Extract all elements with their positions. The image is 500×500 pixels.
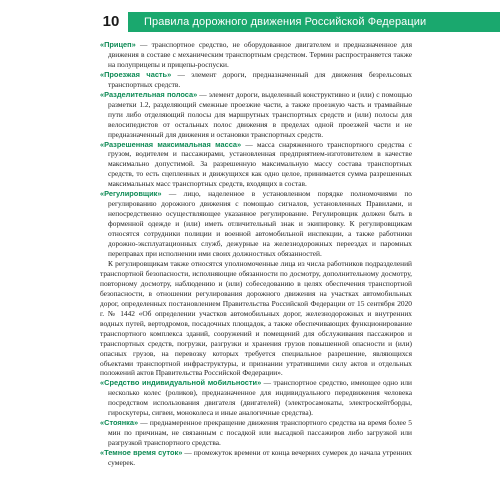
entry-term: «Разделительная полоса» <box>100 89 198 99</box>
page-number: 10 <box>94 11 128 33</box>
page-header <box>0 0 500 40</box>
entry-term: «Прицеп» <box>100 40 136 49</box>
entry-definition: — транспортное средство, не оборудованное двигателем и предназначенное для движения в составе с механическим транспортным средством. Термин распространяется также на полуприцепы и прицепы-роспуски. <box>108 40 412 69</box>
entry-definition: — промежуток времени от конца вечерних сумерек до начала утренних сумерек. <box>108 448 412 468</box>
entry-term: «Темное время суток» <box>100 448 183 458</box>
entry-term: «Разрешенная максимальная масса» <box>100 139 242 149</box>
entry-term: «Стоянка» <box>100 418 139 428</box>
glossary-entry <box>100 378 412 418</box>
glossary-entry <box>100 418 412 448</box>
entry-definition: — элемент дороги, выделенный конструктивно и (или) с помощью разметки 1.2, разделяющий смежные проезжие части, а также проезжую часть и трамвайные пути либо отделяющий полосы для маршрутных транспортных средств и (или) полосы для велосипедистов от остальных полос движения в пределах одной проезжей части и не предназначенный для движения и остановки транспортных средств. <box>108 89 412 139</box>
glossary-entry <box>100 90 412 140</box>
entry-term: «Средство индивидуальной мобильности» <box>100 378 262 388</box>
glossary-entry <box>100 40 412 70</box>
entry-definition: — транспортное средство, имеющее одно или несколько колес (роликов), предназначенное для индивидуального передвижения человека посредством использования двигателя (двигателей) (электросамокаты, электроскейтборды, гироскутеры, сигвеи, моноколеса и иные аналогичные средства). <box>108 378 412 418</box>
glossary-paragraph <box>100 259 412 378</box>
glossary-entry <box>100 189 412 259</box>
glossary-body <box>100 40 412 498</box>
entry-term: «Регулировщик» <box>100 189 162 199</box>
entry-definition: — элемент дороги, предназначенный для движения безрельсовых транспортных средств. <box>108 69 412 89</box>
header-bar <box>128 12 500 32</box>
entry-definition: — масса снаряженного транспортного средства с грузом, водителем и пассажирами, установленная предприятием-изготовителем в качестве максимально допустимой. За разрешенную максимальную массу состава транспортных средств, то есть сцепленных и движущихся как одно целое, принимается сумма разрешенных максимальных масс транспортных средств, входящих в состав. <box>108 139 412 189</box>
glossary-entry <box>100 448 412 468</box>
glossary-entry <box>100 70 412 90</box>
glossary-entry <box>100 140 412 190</box>
paragraph-text: К регулировщикам также относятся уполномоченные лица из числа работников подразделений транспортной безопасности, исполняющие обязанности по досмотру, дополнительному досмотру, повторному досмотру, наблюдению и (или) собеседованию в целях обеспечения транспортной безопасности, в отношении регулирования дорожного движения на участках автомобильных дорог, определенных постановлением Правительства Российской Федерации от 15 сентября 2020 г. № 1442 «Об определении участков автомобильных дорог, железнодорожных и внутренних водных путей, вертодромов, посадочных площадок, а также обеспечивающих функционирование транспортного комплекса зданий, сооружений и помещений для обслуживания пассажиров и транспортных средств, погрузки, разгрузки и хранения грузов повышенной опасности и (или) опасных грузов, на перевозку которых требуется специальное разрешение, являющихся объектами транспортной инфраструктуры, и признании утратившими силу актов и отдельных положений актов Правительства Российской Федерации». <box>100 258 412 378</box>
entry-definition: — преднамеренное прекращение движения транспортного средства на время более 5 мин по причинам, не связанным с посадкой или высадкой пассажиров либо загрузкой или разгрузкой транспортного средства. <box>108 418 412 448</box>
entry-definition: — лицо, наделенное в установленном порядке полномочиями по регулированию дорожного движения с помощью сигналов, установленных Правилами, и непосредственно осуществляющее указанное регулирование. Регулировщик должен быть в форменной одежде и (или) иметь отличительный знак и экипировку. К регулировщикам относятся сотрудники полиции и военной автомобильной инспекции, а также работники дорожно-эксплуатационных служб, дежурные на железнодорожных переездах и паромных переправах при исполнении ими своих должностных обязанностей. <box>108 189 412 259</box>
entry-term: «Проезжая часть» <box>100 69 172 79</box>
running-title: Правила дорожного движения Российской Федерации <box>144 16 427 28</box>
